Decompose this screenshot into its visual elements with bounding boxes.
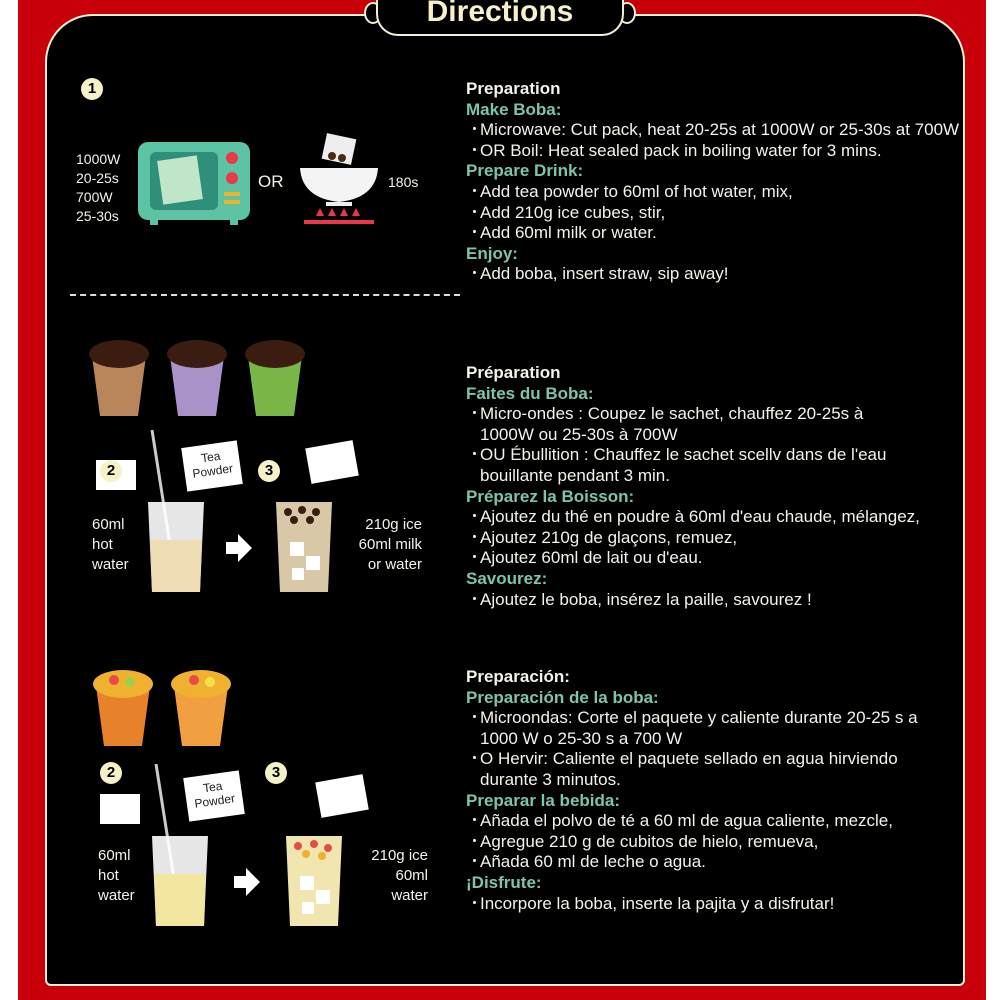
add-label (362, 846, 428, 906)
page-title: Directions (376, 0, 624, 36)
french-instructions (466, 363, 966, 610)
list-item: ・ Micro-ondes : Coupez le sachet, chauffez 20-25s à 1000W ou 25-30s à 700W (466, 404, 886, 445)
section-heading: Preparation (466, 79, 561, 98)
step-number-3: 3 (265, 762, 287, 784)
tea-powder-packet: Tea Powder (181, 440, 243, 491)
list-item: ・ O Hervir: Caliente el paquete sellado en agua hirviendo durante 3 minutos. (466, 749, 926, 790)
boiling-pot-icon (296, 132, 382, 230)
subheading: ¡Disfrute: (466, 872, 542, 892)
subheading: Prepare Drink: (466, 161, 584, 181)
microwave-icon (136, 140, 252, 226)
list-item: ・ OU Ébullition : Chauffez le sachet scellv dans de l'eau bouillante pendant 3 min. (466, 445, 926, 486)
microwave-power-label (76, 150, 120, 226)
power-line: 700W (76, 189, 113, 205)
list-item: ・ Add tea powder to 60ml of hot water, mix, (466, 182, 966, 203)
list-item: ・ Ajoutez 60ml de lait ou d'eau. (466, 548, 966, 569)
list-item: ・ Add boba, insert straw, sip away! (466, 264, 966, 285)
label-line: or water (367, 556, 422, 573)
spanish-instructions (466, 667, 966, 914)
step-number-2: 2 (100, 460, 122, 482)
power-line: 20-25s (76, 170, 119, 186)
list-item: ・ Microwave: Cut pack, heat 20-25s at 1000W or 25-30s at 700W (466, 120, 966, 141)
step-number-1: 1 (81, 78, 103, 100)
subheading: Make Boba: (466, 99, 562, 119)
subheading: Preparación de la boba: (466, 687, 659, 707)
tea-powder-packet: Tea Powder (183, 770, 245, 821)
boil-time-label: 180s (388, 174, 419, 190)
label-line: hot (98, 867, 119, 884)
list-item: ・ Add 60ml milk or water. (466, 223, 966, 244)
label-line: water (98, 887, 135, 904)
list-item: ・ Ajoutez 210g de glaçons, remuez, (466, 528, 966, 549)
label-line: 60ml (98, 847, 131, 864)
section-heading: Preparación: (466, 667, 570, 686)
subheading: Savourez: (466, 568, 548, 588)
list-item: ・ Agregue 210 g de cubitos de hielo, remueva, (466, 832, 966, 853)
or-label: OR (258, 172, 284, 191)
label-line: 60ml milk (358, 536, 422, 553)
label-line: 210g ice (365, 516, 422, 533)
label-line: 60ml (395, 867, 428, 884)
add-label (356, 515, 422, 575)
subheading: Faites du Boba: (466, 383, 594, 403)
label-line: hot (92, 536, 113, 553)
boba-drinks-image (86, 336, 316, 422)
step-number-2: 2 (100, 762, 122, 784)
power-line: 25-30s (76, 208, 119, 224)
list-item: ・ Ajoutez du thé en poudre à 60ml d'eau chaude, mélangez, (466, 507, 956, 528)
label-line: water (92, 556, 129, 573)
list-item: ・ Microondas: Corte el paquete y caliente durante 20-25 s a 1000 W o 25-30 s a 700 W (466, 708, 946, 749)
subheading: Enjoy: (466, 243, 518, 263)
list-item: ・ Add 210g ice cubes, stir, (466, 203, 966, 224)
subheading: Préparez la Boisson: (466, 486, 635, 506)
label-line: 210g ice (371, 847, 428, 864)
label-line: water (391, 887, 428, 904)
list-item: ・ OR Boil: Heat sealed pack in boiling water for 3 mins. (466, 141, 966, 162)
subheading: Preparar la bebida: (466, 790, 621, 810)
section-divider (70, 294, 460, 296)
section-heading: Préparation (466, 363, 561, 382)
list-item: ・ Añada 60 ml de leche o agua. (466, 852, 966, 873)
step-number-3: 3 (258, 460, 280, 482)
english-instructions (466, 79, 966, 285)
list-item: ・ Ajoutez le boba, insérez la paille, savourez ! (466, 590, 966, 611)
list-item: ・ Añada el polvo de té a 60 ml de agua caliente, mezcle, (466, 811, 936, 832)
list-item: ・ Incorpore la boba, inserte la pajita y a disfrutar! (466, 894, 966, 915)
popping-boba-drinks-image (90, 666, 250, 752)
label-line: 60ml (92, 516, 125, 533)
power-line: 1000W (76, 151, 121, 167)
